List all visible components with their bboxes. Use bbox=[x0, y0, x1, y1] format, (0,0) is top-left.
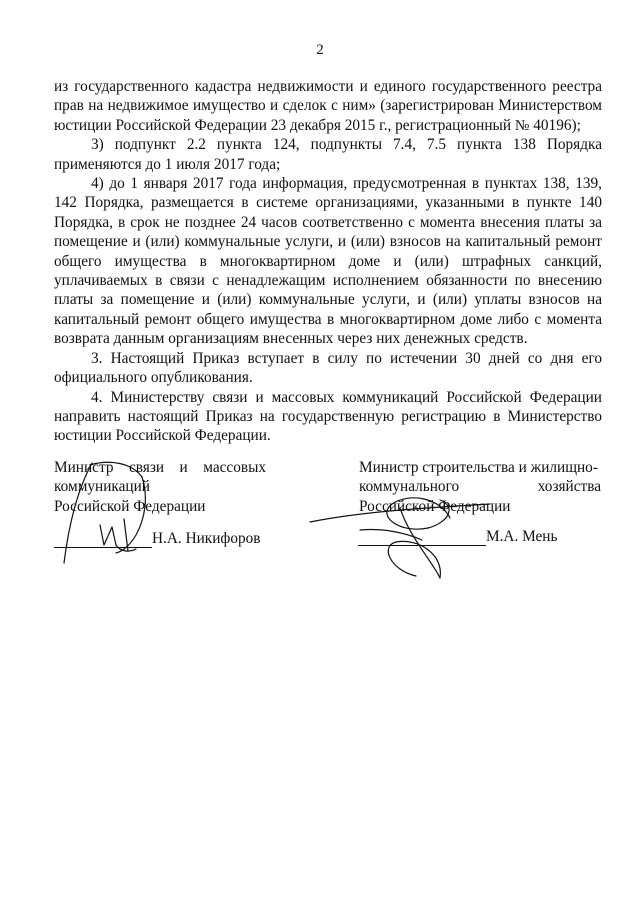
right-signer-title-line1: Министр строительства и жилищно- bbox=[359, 459, 598, 476]
paragraph-item-3: 3. Настоящий Приказ вступает в силу по истечении 30 дней со дня его официального опубликования. bbox=[54, 349, 602, 387]
left-signer-title-line2: коммуникаций bbox=[54, 478, 150, 496]
left-signature-line bbox=[54, 530, 152, 548]
signature-block-left bbox=[54, 458, 266, 516]
page-number: 2 bbox=[316, 42, 324, 58]
right-signature-row bbox=[358, 528, 608, 546]
right-signature-line bbox=[358, 528, 486, 546]
right-signer-title-line3: Российской Федерации bbox=[359, 497, 511, 515]
left-signer-title-line3: Российской Федерации bbox=[54, 497, 206, 515]
paragraph-subpoint-4: 4) до 1 января 2017 года информация, предусмотренная в пунктах 138, 139, 142 Порядка, размещается в системе организациями, указанными в пункте 140 Порядка, в срок не позднее 24 часов соответственно с момента внесения платы за помещение и (или) коммунальные услуги, и (или) взносов на капитальный ремонт общего имущества в многоквартирном доме и (или) штрафных санкций, уплачиваемых в связи с ненадлежащим исполнением обязанности по внесению платы за помещение и (или) коммунальные услуги, и (или) уплаты взносов на капитальный ремонт общего имущества в многоквартирном доме либо с момента возврата данным организациям внесенных через них денежных средств. bbox=[54, 175, 602, 348]
paragraph-subpoint-3: 3) подпункт 2.2 пункта 124, подпункты 7.4, 7.5 пункта 138 Порядка применяются до 1 июля 2017 года; bbox=[54, 136, 602, 173]
right-signer-name: М.А. Мень bbox=[486, 528, 558, 545]
right-signer-title-line2 bbox=[359, 477, 601, 496]
left-signature-row bbox=[54, 530, 284, 548]
left-signer-name: Н.А. Никифоров bbox=[152, 530, 261, 547]
paragraph-item-4: 4. Министерству связи и массовых коммуникаций Российской Федерации направить настоящий Приказ на государственную регистрацию в Министерство юстиции Российской Федерации. bbox=[54, 388, 602, 445]
signature-block-right bbox=[359, 458, 601, 516]
right-signer-title-line2b: хозяйства bbox=[537, 478, 601, 496]
right-signer-title-line2a: коммунального bbox=[359, 478, 460, 496]
document-body bbox=[54, 77, 602, 446]
left-signer-title-line1: Министр связи и массовых bbox=[54, 459, 266, 476]
paragraph-continuation: из государственного кадастра недвижимости и единого государственного реестра прав на недвижимое имущество и сделок с ним» (зарегистрирован Министерством юстиции Российской Федерации 23 декабря 2015 г., регистрационный № 40196); bbox=[54, 78, 602, 134]
